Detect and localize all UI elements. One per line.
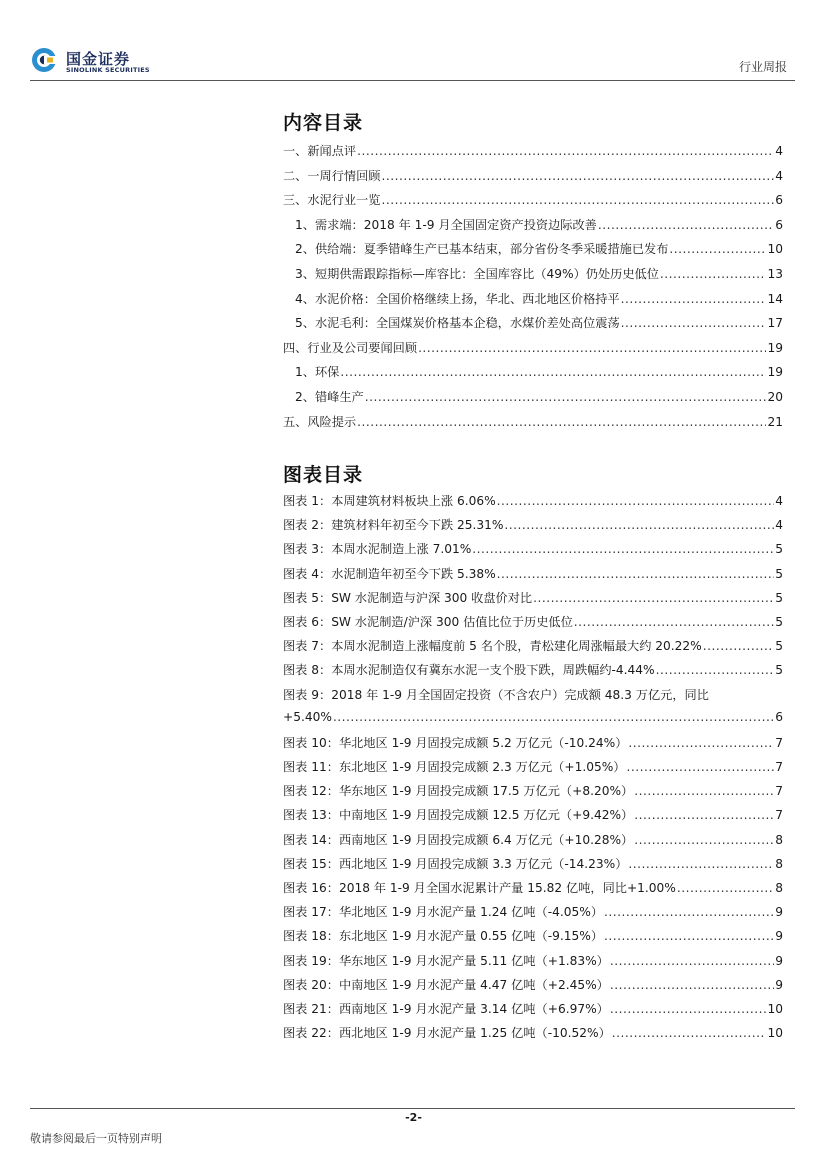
toc-entry[interactable] xyxy=(283,290,783,315)
dot-leader xyxy=(604,905,774,919)
footer-divider xyxy=(30,1108,795,1109)
toc-entry-page: 13 xyxy=(767,266,783,281)
toc-entry-page: 4 xyxy=(775,168,783,183)
dot-leader xyxy=(677,881,774,895)
disclaimer: 敬请参阅最后一页特别声明 xyxy=(30,1132,162,1145)
toc-entry-page: 4 xyxy=(775,144,783,158)
dot-leader xyxy=(621,292,767,306)
toc-entry-page: 8 xyxy=(775,881,783,895)
dot-leader xyxy=(497,567,775,581)
toc-entry-title: 三、水泥行业一览 xyxy=(283,193,381,208)
toc-entry-title: 图表 16：2018 年 1-9 月全国水泥累计产量 15.82 亿吨，同比+1.00% xyxy=(283,881,676,895)
dot-leader xyxy=(669,242,766,256)
toc-entry-page: 19 xyxy=(767,365,783,380)
toc-entry-title: 1、环保 xyxy=(295,365,340,380)
dot-leader xyxy=(634,808,774,822)
toc-entry[interactable] xyxy=(283,1024,783,1048)
toc-entry-page: 6 xyxy=(775,217,783,232)
dot-leader xyxy=(357,144,774,158)
toc-entry-title: 图表 4：水泥制造年初至今下跌 5.38% xyxy=(283,566,496,581)
toc-entry-title: +5.40% xyxy=(283,709,332,724)
toc-entry[interactable] xyxy=(283,314,783,339)
toc-entry-title: 2、错峰生产 xyxy=(295,389,364,404)
toc-entry-title: 图表 17：华北地区 1-9 月水泥产量 1.24 亿吨（-4.05%） xyxy=(283,905,604,920)
toc-entry-page: 9 xyxy=(775,929,783,944)
toc-entry[interactable] xyxy=(283,492,783,516)
toc-entry[interactable] xyxy=(283,661,783,685)
toc-entry-title: 图表 15：西北地区 1-9 月固投完成额 3.3 万亿元（-14.23%） xyxy=(283,856,628,871)
toc-entry-title: 图表 22：西北地区 1-9 月水泥产量 1.25 亿吨（-10.52%） xyxy=(283,1026,611,1041)
toc-entry-page: 7 xyxy=(775,784,783,799)
toc-entry[interactable] xyxy=(283,637,783,661)
contents-title: 内容目录 xyxy=(283,112,364,134)
brand-name-cn: 国金证券 xyxy=(66,50,131,68)
toc-entry-title: 图表 13：中南地区 1-9 月固投完成额 12.5 万亿元（+9.42%） xyxy=(283,808,634,823)
toc-entry-page: 6 xyxy=(775,709,783,724)
toc-entry-page: 8 xyxy=(775,856,783,871)
toc-entry-title: 图表 5：SW 水泥制造与沪深 300 收盘价对比 xyxy=(283,590,533,605)
toc-entry[interactable] xyxy=(283,516,783,540)
toc-entry-title: 1、需求端：2018 年 1-9 月全国固定资产投资边际改善 xyxy=(295,217,597,232)
toc-entry-page: 10 xyxy=(767,1026,783,1041)
toc-entry-page: 5 xyxy=(775,639,783,654)
figures-title: 图表目录 xyxy=(283,464,364,486)
toc-entry[interactable] xyxy=(283,339,783,364)
toc-entry-title: 图表 7：本周水泥制造上涨幅度前 5 名个股，青松建化周涨幅最大约 20.22% xyxy=(283,639,702,654)
toc-entry[interactable] xyxy=(283,952,783,976)
contents-list xyxy=(283,142,783,437)
dot-leader xyxy=(604,929,774,943)
dot-leader xyxy=(628,736,774,750)
toc-entry-page: 5 xyxy=(775,590,783,605)
toc-entry-title: 图表 19：华东地区 1-9 月水泥产量 5.11 亿吨（+1.83%） xyxy=(283,953,609,968)
toc-entry-title: 一、新闻点评 xyxy=(283,144,357,158)
dot-leader xyxy=(598,218,774,232)
toc-entry-page: 4 xyxy=(775,518,783,533)
toc-entry[interactable] xyxy=(283,413,783,438)
page-header xyxy=(0,0,827,82)
toc-entry-title: 图表 1：本周建筑材料板块上涨 6.06% xyxy=(283,494,496,508)
toc-entry-title: 图表 8：本周水泥制造仅有冀东水泥一支个股下跌，周跌幅约-4.44% xyxy=(283,663,655,678)
brand-logo xyxy=(30,46,165,76)
toc-entry-title: 图表 12：华东地区 1-9 月固投完成额 17.5 万亿元（+8.20%） xyxy=(283,784,634,799)
toc-entry[interactable] xyxy=(283,1000,783,1024)
dot-leader xyxy=(340,365,766,379)
toc-entry-title: 4、水泥价格：全国价格继续上扬，华北、西北地区价格持平 xyxy=(295,291,620,306)
toc-entry[interactable] xyxy=(283,191,783,216)
toc-entry-title: 五、风险提示 xyxy=(283,414,357,429)
toc-entry-page: 7 xyxy=(775,760,783,775)
dot-leader xyxy=(382,169,775,183)
header-divider xyxy=(30,80,795,81)
toc-entry-title: 图表 18：东北地区 1-9 月水泥产量 0.55 亿吨（-9.15%） xyxy=(283,929,604,944)
toc-entry-page: 10 xyxy=(767,1001,783,1016)
dot-leader xyxy=(533,591,774,605)
sinolink-logo-icon xyxy=(30,46,58,74)
report-type: 行业周报 xyxy=(738,60,787,74)
toc-entry-page: 4 xyxy=(775,494,783,508)
toc-entry[interactable] xyxy=(283,565,783,589)
toc-entry-page: 7 xyxy=(775,735,783,750)
toc-entry[interactable] xyxy=(283,363,783,388)
toc-entry[interactable] xyxy=(283,216,783,241)
toc-entry-page: 17 xyxy=(767,316,783,331)
dot-leader xyxy=(365,390,767,404)
toc-entry-title: 图表 6：SW 水泥制造/沪深 300 估值比位于历史低位 xyxy=(283,614,573,629)
toc-entry[interactable] xyxy=(283,265,783,290)
dot-leader xyxy=(357,415,766,429)
toc-entry-page: 9 xyxy=(775,953,783,968)
toc-entry-title: 2、供给端：夏季错峰生产已基本结束，部分省份冬季采暖措施已发布 xyxy=(295,242,669,257)
toc-entry-title: 图表 21：西南地区 1-9 月水泥产量 3.14 亿吨（+6.97%） xyxy=(283,1001,609,1016)
toc-entry-title: 图表 2：建筑材料年初至今下跌 25.31% xyxy=(283,518,504,533)
toc-entry[interactable] xyxy=(283,903,783,927)
dot-leader xyxy=(656,663,775,677)
toc-entry-page: 14 xyxy=(767,291,783,306)
toc-entry[interactable] xyxy=(283,782,783,806)
dot-leader xyxy=(610,954,774,968)
toc-entry-page: 10 xyxy=(767,242,783,257)
toc-entry-title: 图表 11：东北地区 1-9 月固投完成额 2.3 万亿元（+1.05%） xyxy=(283,760,626,775)
toc-entry-page: 19 xyxy=(767,340,783,355)
toc-entry[interactable] xyxy=(283,710,783,734)
dot-leader xyxy=(612,1026,767,1040)
toc-entry-page: 5 xyxy=(775,614,783,629)
toc-entry-page: 7 xyxy=(775,808,783,823)
toc-entry[interactable] xyxy=(283,976,783,1000)
dot-leader xyxy=(574,615,774,629)
dot-leader xyxy=(504,518,774,532)
figures-list xyxy=(283,492,783,1048)
brand-name-en: SINOLINK SECURITIES xyxy=(66,66,150,74)
toc-entry[interactable] xyxy=(283,613,783,637)
toc-entry-page: 6 xyxy=(775,193,783,208)
toc-entry[interactable] xyxy=(283,855,783,879)
toc-entry-page: 5 xyxy=(775,566,783,581)
toc-entry[interactable] xyxy=(283,589,783,613)
toc-entry-title: 3、短期供需跟踪指标—库容比：全国库容比（49%）仍处历史低位 xyxy=(295,266,659,281)
dot-leader xyxy=(628,857,774,871)
toc-entry-title: 四、行业及公司要闻回顾 xyxy=(283,340,418,355)
dot-leader xyxy=(382,193,775,207)
toc-entry[interactable] xyxy=(283,734,783,758)
page-number: -2- xyxy=(405,1111,422,1124)
toc-entry[interactable] xyxy=(283,540,783,564)
toc-entry[interactable] xyxy=(283,758,783,782)
toc-entry[interactable] xyxy=(283,927,783,951)
toc-entry[interactable] xyxy=(283,831,783,855)
dot-leader xyxy=(333,710,774,724)
toc-entry-page: 8 xyxy=(775,832,783,847)
dot-leader xyxy=(703,639,775,653)
toc-entry-title: 图表 20：中南地区 1-9 月水泥产量 4.47 亿吨（+2.45%） xyxy=(283,977,609,992)
toc-entry-title: 5、水泥毛利：全国煤炭价格基本企稳，水煤价差处高位震荡 xyxy=(295,316,620,331)
dot-leader xyxy=(621,316,767,330)
dot-leader xyxy=(610,978,774,992)
toc-entry-page: 21 xyxy=(767,414,783,429)
dot-leader xyxy=(610,1002,767,1016)
toc-entry-page: 9 xyxy=(775,905,783,920)
dot-leader xyxy=(472,542,774,556)
toc-entry-title: 图表 3：本周水泥制造上涨 7.01% xyxy=(283,542,472,557)
toc-entry[interactable] xyxy=(283,167,783,192)
toc-entry-page: 5 xyxy=(775,542,783,557)
dot-leader xyxy=(497,494,775,508)
toc-entry[interactable] xyxy=(283,388,783,413)
dot-leader xyxy=(626,760,774,774)
toc-entry-title: 二、一周行情回顾 xyxy=(283,168,381,183)
toc-entry-title: 图表 10：华北地区 1-9 月固投完成额 5.2 万亿元（-10.24%） xyxy=(283,735,628,750)
toc-entry-title-line: 图表 9：2018 年 1-9 月全国固定投资（不含农户）完成额 48.3 万亿元，同比 xyxy=(283,687,709,702)
toc-entry-page: 20 xyxy=(767,389,783,404)
toc-entry[interactable] xyxy=(283,142,783,167)
toc-entry[interactable] xyxy=(283,806,783,830)
toc-entry-page: 9 xyxy=(775,977,783,992)
dot-leader xyxy=(634,784,774,798)
toc-entry[interactable] xyxy=(283,240,783,265)
toc-entry[interactable] xyxy=(283,879,783,903)
dot-leader xyxy=(660,267,767,281)
toc-entry-page: 5 xyxy=(775,663,783,678)
dot-leader xyxy=(418,341,766,355)
dot-leader xyxy=(634,833,774,847)
toc-entry-title: 图表 14：西南地区 1-9 月固投完成额 6.4 万亿元（+10.28%） xyxy=(283,832,634,847)
